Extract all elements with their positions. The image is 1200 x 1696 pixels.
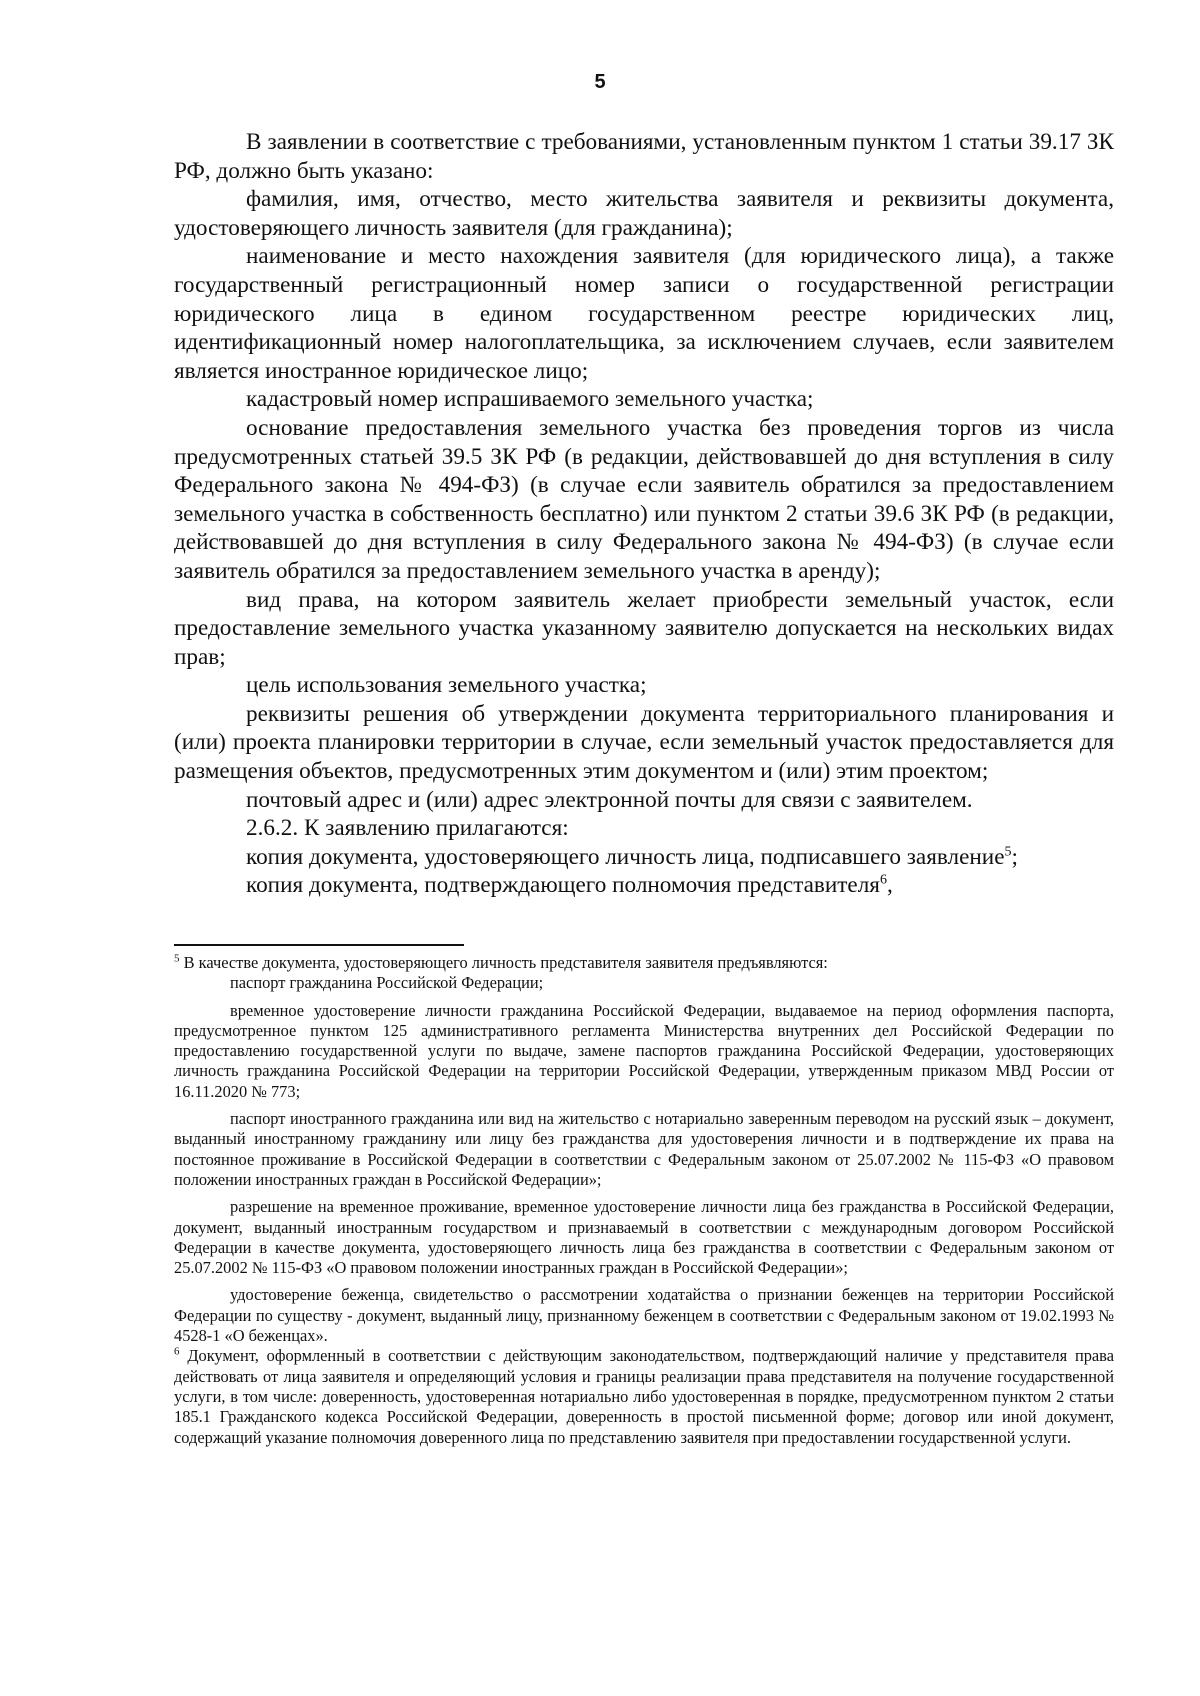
authority-copy-punct: , xyxy=(886,872,893,899)
body-paragraph-identity-copy xyxy=(174,843,1114,872)
footnote-ref-6[interactable]: 6 xyxy=(879,872,887,888)
footnote-6-text: Документ, оформленный в соответствии с действующим законодательством, подтверждающий наличие у представителя права действовать от лица заявителя и определяющий условия и границы реализации права представителя на получение государственной услуги, в том числе: доверенность, удостоверенная нотариально либо удостоверенная в порядке, предусмотренном пунктом 2 статьи 185.1 Гражданского кодекса Российской Федерации, доверенность в простой письменной форме; договор или иной документ, содержащий указание полномочия доверенного лица по представлению заявителя при предоставлении государственной услуги. xyxy=(174,1346,1114,1447)
identity-copy-punct: ; xyxy=(1011,843,1018,870)
footnote-5-mark: 5 xyxy=(174,952,180,965)
body-paragraph-purpose: цель использования земельного участка; xyxy=(246,672,647,699)
footnote-5-item-foreign-passport: паспорт иностранного гражданина или вид на жительство с нотариально заверенным переводом на русский язык – документ, выданный иностранному гражданину или лицу без гражданства для удостоверения личности и в подтверждение их права на постоянное проживание в Российской Федерации в соответствии с Федеральным законом от 25.07.2002 № 115-ФЗ «О правовом положении иностранных граждан в Российской Федерации»; xyxy=(174,1109,1114,1189)
body-paragraph-planning-decision: реквизиты решения об утверждении документа территориального планирования и (или) проекта планировки территории в случае, если земельный участок предоставляется для размещения объектов, предусмотренных этим документом и (или) этим проектом; xyxy=(174,700,1114,785)
footnote-separator xyxy=(174,944,464,946)
footnote-5-item-temporary-id: временное удостоверение личности гражданина Российской Федерации, выдаваемое на период оформления паспорта, предусмотренное пунктом 125 административного регламента Министерства внутренних дел Российской Федерации по предоставлению государственной услуги по выдаче, замене паспортов гражданина Российской Федерации, удостоверяющих личность гражданина Российской Федерации на территории Российской Федерации, утвержденным приказом МВД России от 16.11.2020 № 773; xyxy=(174,1000,1114,1101)
body-paragraph-authority-copy xyxy=(174,871,1114,900)
footnote-5-lead-text: В качестве документа, удостоверяющего личность представителя заявителя предъявляются: xyxy=(183,953,828,972)
main-text xyxy=(174,128,1114,900)
body-paragraph-cadastral-number: кадастровый номер испрашиваемого земельного участка; xyxy=(246,386,814,413)
body-paragraph-intro: В заявлении в соответствие с требованиями, установленным пунктом 1 статьи 39.17 ЗК РФ, должно быть указано: xyxy=(174,129,1114,184)
page-number: 5 xyxy=(594,71,606,93)
footnote-5-item-passport: паспорт гражданина Российской Федерации; xyxy=(230,973,544,993)
identity-copy-text: копия документа, удостоверяющего личность лица, подписавшего заявление xyxy=(246,843,1005,870)
footnote-5-item-refugee: удостоверение беженца, свидетельство о рассмотрении ходатайства о признании беженцев на территории Российской Федерации по существу - документ, выданный лицу, признанному беженцем в соответствии с Федеральным законом от 19.02.1993 № 4528-1 «О беженцах». xyxy=(174,1285,1114,1346)
footnotes xyxy=(174,953,1114,1448)
body-paragraph-grounds: основание предоставления земельного участка без проведения торгов из числа предусмотренных статьей 39.5 ЗК РФ (в редакции, действовавшей до дня вступления в силу Федерального закона № 494-ФЗ) (в случае если заявитель обратился за предоставлением земельного участка в собственность бесплатно) или пунктом 2 статьи 39.6 ЗК РФ (в редакции, действовавшей до дня вступления в силу Федерального закона № 494-ФЗ) (в случае если заявитель обратился за предоставлением земельного участка в аренду); xyxy=(174,414,1114,584)
authority-copy-text: копия документа, подтверждающего полномочия представителя xyxy=(246,872,880,899)
footnote-ref-5[interactable]: 5 xyxy=(1004,844,1012,860)
footnote-6 xyxy=(174,1346,1114,1447)
footnote-5-item-temporary-residence: разрешение на временное проживание, временное удостоверение личности лица без гражданства в Российской Федерации, документ, выданный иностранным государством и признаваемый в соответствии с международным договором Российской Федерации в качестве документа, удостоверяющего личность лица без гражданства в соответствии с Федеральным законом от 25.07.2002 № 115-ФЗ «О правовом положении иностранных граждан в Российской Федерации»; xyxy=(174,1197,1114,1278)
body-paragraph-legal-entity-details: наименование и место нахождения заявителя (для юридического лица), а также государственный регистрационный номер записи о государственной регистрации юридического лица в едином государственном реестре юридических лиц, идентификационный номер налогоплательщика, за исключением случаев, если заявителем является иностранное юридическое лицо; xyxy=(174,243,1114,384)
body-paragraph-attachments-heading: 2.6.2. К заявлению прилагаются: xyxy=(246,815,569,842)
body-paragraph-citizen-details: фамилия, имя, отчество, место жительства заявителя и реквизиты документа, удостоверяющего личность заявителя (для гражданина); xyxy=(174,186,1114,241)
body-paragraph-contact-address: почтовый адрес и (или) адрес электронной почты для связи с заявителем. xyxy=(246,786,973,813)
body-paragraph-right-type: вид права, на котором заявитель желает приобрести земельный участок, если предоставление земельного участка указанному заявителю допускается на нескольких видах прав; xyxy=(174,586,1114,670)
footnote-5-lead xyxy=(174,953,1114,973)
footnote-6-mark: 6 xyxy=(174,1345,180,1358)
